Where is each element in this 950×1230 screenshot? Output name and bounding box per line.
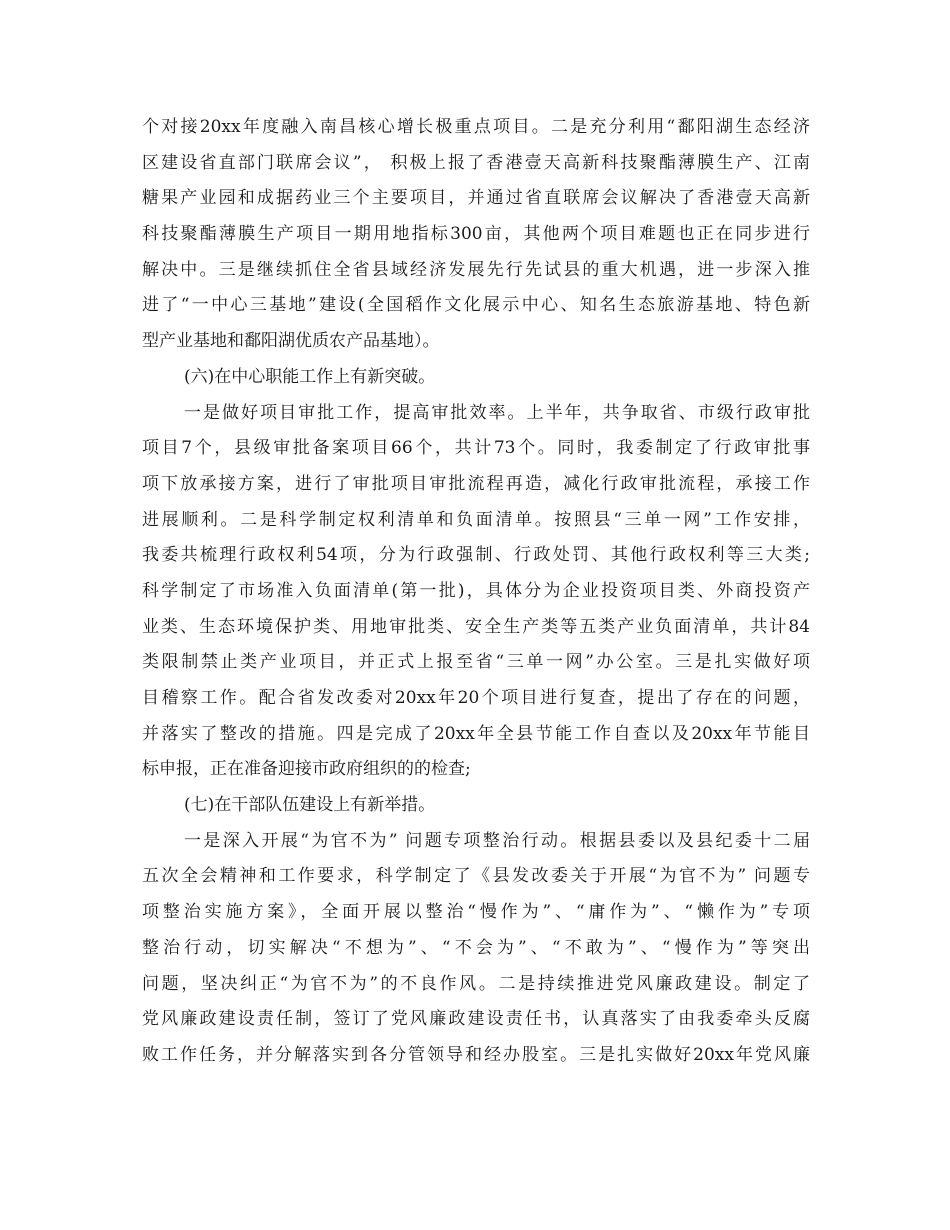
text-line: 区建设省直部门联席会议”， 积极上报了香港壹天高新科技聚酯薄膜生产、江南 [142, 152, 810, 173]
text-line: 我委共梳理行政权利54项，分为行政强制、行政处罚、其他行政权利等三大类; [142, 545, 810, 566]
text-line: 五次全会精神和工作要求，科学制定了《县发改委关于开展“为官不为” 问题专 [142, 866, 810, 887]
text-line: (六)在中心职能工作上有新突破。 [184, 366, 436, 387]
text-line: 项目7个，县级审批备案项目66个，共计73个。同时，我委制定了行政审批事 [142, 438, 810, 459]
text-line: (七)在干部队伍建设上有新举措。 [184, 795, 436, 816]
text-line: 进了“一中心三基地”建设(全国稻作文化展示中心、知名生态旅游基地、特色新 [142, 295, 810, 316]
text-line: 个对接20xx年度融入南昌核心增长极重点项目。二是充分利用“鄱阳湖生态经济 [142, 117, 810, 137]
text-line: 目稽察工作。配合省发改委对20xx年20个项目进行复查，提出了存在的问题， [142, 688, 810, 708]
text-line: 一是深入开展“为官不为” 问题专项整治行动。根据县委以及县纪委十二届 [184, 830, 810, 851]
text-line: 项整治实施方案》，全面开展以整治“慢作为”、“庸作为”、“懒作为”专项 [142, 902, 810, 923]
text-line: 解决中。三是继续抓住全省县域经济发展先行先试县的重大机遇，进一步深入推 [142, 259, 810, 280]
text-line: 问题，坚决纠正“为官不为”的不良作风。二是持续推进党风廉政建设。制定了 [142, 973, 810, 994]
text-line: 糖果产业园和成据药业三个主要项目，并通过省直联席会议解决了香港壹天高新 [142, 188, 810, 209]
text-line: 进展顺利。二是科学制定权利清单和负面清单。按照县“三单一网”工作安排， [142, 509, 810, 530]
text-line: 业类、生态环境保护类、用地审批类、安全生产类等五类产业负面清单，共计84 [142, 616, 810, 637]
text-line: 科技聚酯薄膜生产项目一期用地指标300亩，其他两个项目难题也正在同步进行 [142, 224, 810, 245]
text-line: 项下放承接方案，进行了审批项目审批流程再造，减化行政审批流程，承接工作 [142, 473, 810, 494]
text-line: 一是做好项目审批工作，提高审批效率。上半年，共争取省、市级行政审批 [184, 402, 810, 423]
text-line: 败工作任务，并分解落实到各分管领导和经办股室。三是扎实做好20xx年党风廉 [142, 1044, 810, 1065]
text-line: 型产业基地和鄱阳湖优质农产品基地）。 [142, 331, 440, 352]
text-line: 标申报，正在准备迎接市政府组织的的检查; [142, 759, 471, 780]
text-line: 整治行动，切实解决“不想为”、“不会为”、“不敢为”、“慢作为”等突出 [142, 937, 810, 958]
body-text [142, 110, 810, 1074]
text-line: 并落实了整改的措施。四是完成了20xx年全县节能工作自查以及20xx年节能目 [142, 723, 810, 744]
text-line: 党风廉政建设责任制，签订了党风廉政建设责任书，认真落实了由我委牵头反腐 [142, 1009, 810, 1030]
text-line: 类限制禁止类产业项目，并正式上报至省“三单一网”办公室。三是扎实做好项 [142, 652, 810, 673]
text-line: 科学制定了市场准入负面清单(第一批)，具体分为企业投资项目类、外商投资产 [142, 580, 810, 601]
